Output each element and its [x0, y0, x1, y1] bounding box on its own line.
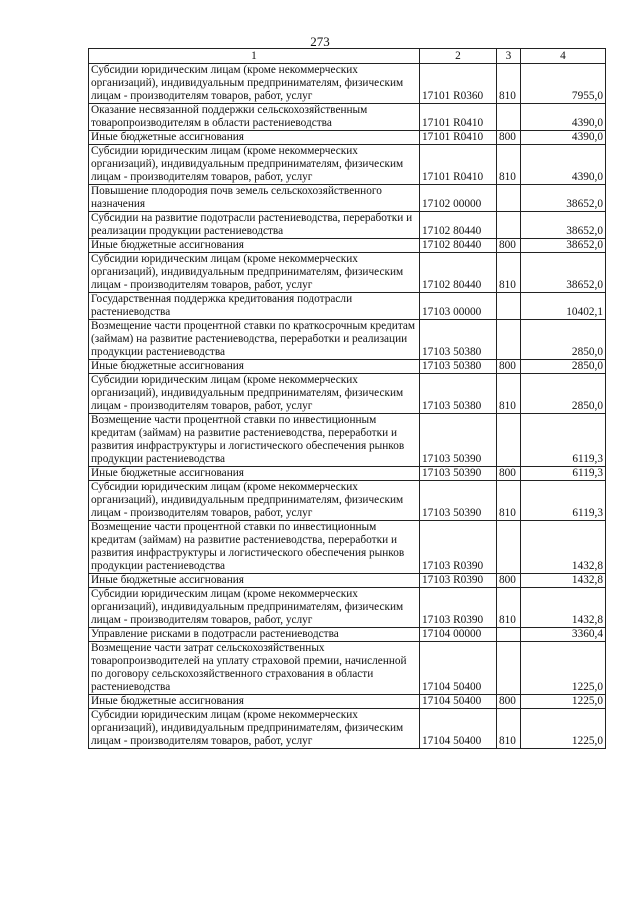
- row-code-cell: 17103 R0390: [420, 588, 497, 628]
- row-type-cell: 810: [497, 64, 521, 104]
- row-amount-cell: 2850,0: [521, 320, 606, 360]
- row-code-cell: 17102 00000: [420, 185, 497, 212]
- row-name-cell: Субсидии на развитие подотрасли растениеводства, переработки и реализации продукции растениеводства: [89, 212, 420, 239]
- row-name-cell: Субсидии юридическим лицам (кроме некоммерческих организаций), индивидуальным предпринимателям, физическим лицам - производителям товаров, работ, услуг: [89, 709, 420, 749]
- table-row: [89, 709, 606, 749]
- row-type-cell: 800: [497, 695, 521, 709]
- table-row: [89, 588, 606, 628]
- table-row: [89, 253, 606, 293]
- row-type-cell: 800: [497, 467, 521, 481]
- row-type-cell: 800: [497, 574, 521, 588]
- row-name-cell: Субсидии юридическим лицам (кроме некоммерческих организаций), индивидуальным предпринимателям, физическим лицам - производителям товаров, работ, услуг: [89, 481, 420, 521]
- row-code-cell: 17103 50380: [420, 374, 497, 414]
- row-name-cell: Повышение плодородия почв земель сельскохозяйственного назначения: [89, 185, 420, 212]
- table-row: [89, 360, 606, 374]
- row-type-cell: [497, 320, 521, 360]
- table-row: [89, 293, 606, 320]
- table-row: [89, 467, 606, 481]
- row-amount-cell: 2850,0: [521, 360, 606, 374]
- row-amount-cell: 1432,8: [521, 574, 606, 588]
- row-code-cell: 17101 R0410: [420, 145, 497, 185]
- row-amount-cell: 38652,0: [521, 239, 606, 253]
- row-amount-cell: 7955,0: [521, 64, 606, 104]
- table-row: [89, 212, 606, 239]
- row-amount-cell: 38652,0: [521, 212, 606, 239]
- row-name-cell: Возмещение части процентной ставки по инвестиционным кредитам (займам) на развитие растениеводства, переработки и развития инфраструктуры и логистического обеспечения рынков продукции растениеводства: [89, 521, 420, 574]
- table-row: [89, 628, 606, 642]
- row-code-cell: 17103 50390: [420, 414, 497, 467]
- page-number: 273: [310, 34, 330, 49]
- row-code-cell: 17103 50390: [420, 481, 497, 521]
- row-code-cell: 17104 50400: [420, 695, 497, 709]
- row-amount-cell: 6119,3: [521, 414, 606, 467]
- row-type-cell: 810: [497, 253, 521, 293]
- row-type-cell: 800: [497, 131, 521, 145]
- row-code-cell: 17103 00000: [420, 293, 497, 320]
- row-amount-cell: 1225,0: [521, 695, 606, 709]
- row-amount-cell: 1432,8: [521, 521, 606, 574]
- row-amount-cell: 1432,8: [521, 588, 606, 628]
- row-amount-cell: 4390,0: [521, 104, 606, 131]
- row-amount-cell: 2850,0: [521, 374, 606, 414]
- row-code-cell: 17101 R0410: [420, 131, 497, 145]
- row-name-cell: Иные бюджетные ассигнования: [89, 131, 420, 145]
- row-type-cell: [497, 212, 521, 239]
- row-name-cell: Иные бюджетные ассигнования: [89, 574, 420, 588]
- table-row: [89, 481, 606, 521]
- row-code-cell: 17102 80440: [420, 253, 497, 293]
- row-code-cell: 17103 R0390: [420, 574, 497, 588]
- row-code-cell: 17102 80440: [420, 239, 497, 253]
- row-name-cell: Возмещение части процентной ставки по краткосрочным кредитам (займам) на развитие растениеводства, переработки и реализации продукции растениеводства: [89, 320, 420, 360]
- row-amount-cell: 6119,3: [521, 481, 606, 521]
- table-row: [89, 104, 606, 131]
- row-name-cell: Субсидии юридическим лицам (кроме некоммерческих организаций), индивидуальным предпринимателям, физическим лицам - производителям товаров, работ, услуг: [89, 145, 420, 185]
- row-amount-cell: 38652,0: [521, 185, 606, 212]
- row-name-cell: Иные бюджетные ассигнования: [89, 239, 420, 253]
- row-name-cell: Иные бюджетные ассигнования: [89, 360, 420, 374]
- table-row: [89, 574, 606, 588]
- row-code-cell: 17101 R0360: [420, 64, 497, 104]
- row-type-cell: 810: [497, 145, 521, 185]
- row-code-cell: 17103 50380: [420, 360, 497, 374]
- table-row: [89, 64, 606, 104]
- table-row: [89, 131, 606, 145]
- row-name-cell: Возмещение части процентной ставки по инвестиционным кредитам (займам) на развитие растениеводства, переработки и развития инфраструктуры и логистического обеспечения рынков продукции растениеводства: [89, 414, 420, 467]
- row-amount-cell: 4390,0: [521, 131, 606, 145]
- table-row: [89, 239, 606, 253]
- row-amount-cell: 10402,1: [521, 293, 606, 320]
- row-code-cell: 17104 50400: [420, 709, 497, 749]
- row-type-cell: [497, 104, 521, 131]
- row-code-cell: 17104 00000: [420, 628, 497, 642]
- row-name-cell: Иные бюджетные ассигнования: [89, 695, 420, 709]
- row-amount-cell: 4390,0: [521, 145, 606, 185]
- row-amount-cell: 6119,3: [521, 467, 606, 481]
- row-type-cell: [497, 642, 521, 695]
- row-name-cell: Управление рисками в подотрасли растениеводства: [89, 628, 420, 642]
- row-code-cell: 17101 R0410: [420, 104, 497, 131]
- table-row: [89, 145, 606, 185]
- column-header-3: 3: [497, 49, 521, 64]
- row-name-cell: Иные бюджетные ассигнования: [89, 467, 420, 481]
- budget-table: [88, 48, 606, 749]
- row-code-cell: 17103 R0390: [420, 521, 497, 574]
- row-amount-cell: 1225,0: [521, 642, 606, 695]
- row-type-cell: [497, 293, 521, 320]
- row-type-cell: 810: [497, 481, 521, 521]
- row-type-cell: [497, 185, 521, 212]
- row-name-cell: Государственная поддержка кредитования подотрасли растениеводства: [89, 293, 420, 320]
- row-name-cell: Субсидии юридическим лицам (кроме некоммерческих организаций), индивидуальным предпринимателям, физическим лицам - производителям товаров, работ, услуг: [89, 374, 420, 414]
- table-header-row: [89, 49, 606, 64]
- table-row: [89, 374, 606, 414]
- row-amount-cell: 1225,0: [521, 709, 606, 749]
- table-row: [89, 521, 606, 574]
- row-name-cell: Возмещение части затрат сельскохозяйственных товаропроизводителей на уплату страховой премии, начисленной по договору сельскохозяйственного страхования в области растениеводства: [89, 642, 420, 695]
- row-amount-cell: 38652,0: [521, 253, 606, 293]
- row-amount-cell: 3360,4: [521, 628, 606, 642]
- row-type-cell: 810: [497, 374, 521, 414]
- row-code-cell: 17104 50400: [420, 642, 497, 695]
- column-header-4: 4: [521, 49, 606, 64]
- column-header-1: 1: [89, 49, 420, 64]
- row-code-cell: 17102 80440: [420, 212, 497, 239]
- row-type-cell: [497, 414, 521, 467]
- column-header-2: 2: [420, 49, 497, 64]
- row-code-cell: 17103 50390: [420, 467, 497, 481]
- table-row: [89, 414, 606, 467]
- table-body: [89, 64, 606, 749]
- row-type-cell: 810: [497, 709, 521, 749]
- table-row: [89, 695, 606, 709]
- row-type-cell: [497, 628, 521, 642]
- table-row: [89, 185, 606, 212]
- row-type-cell: 800: [497, 360, 521, 374]
- row-type-cell: 810: [497, 588, 521, 628]
- row-name-cell: Субсидии юридическим лицам (кроме некоммерческих организаций), индивидуальным предпринимателям, физическим лицам - производителям товаров, работ, услуг: [89, 64, 420, 104]
- row-name-cell: Оказание несвязанной поддержки сельскохозяйственным товаропроизводителям в области растениеводства: [89, 104, 420, 131]
- table-row: [89, 320, 606, 360]
- row-type-cell: 800: [497, 239, 521, 253]
- row-name-cell: Субсидии юридическим лицам (кроме некоммерческих организаций), индивидуальным предпринимателям, физическим лицам - производителям товаров, работ, услуг: [89, 253, 420, 293]
- table-row: [89, 642, 606, 695]
- row-type-cell: [497, 521, 521, 574]
- row-name-cell: Субсидии юридическим лицам (кроме некоммерческих организаций), индивидуальным предпринимателям, физическим лицам - производителям товаров, работ, услуг: [89, 588, 420, 628]
- row-code-cell: 17103 50380: [420, 320, 497, 360]
